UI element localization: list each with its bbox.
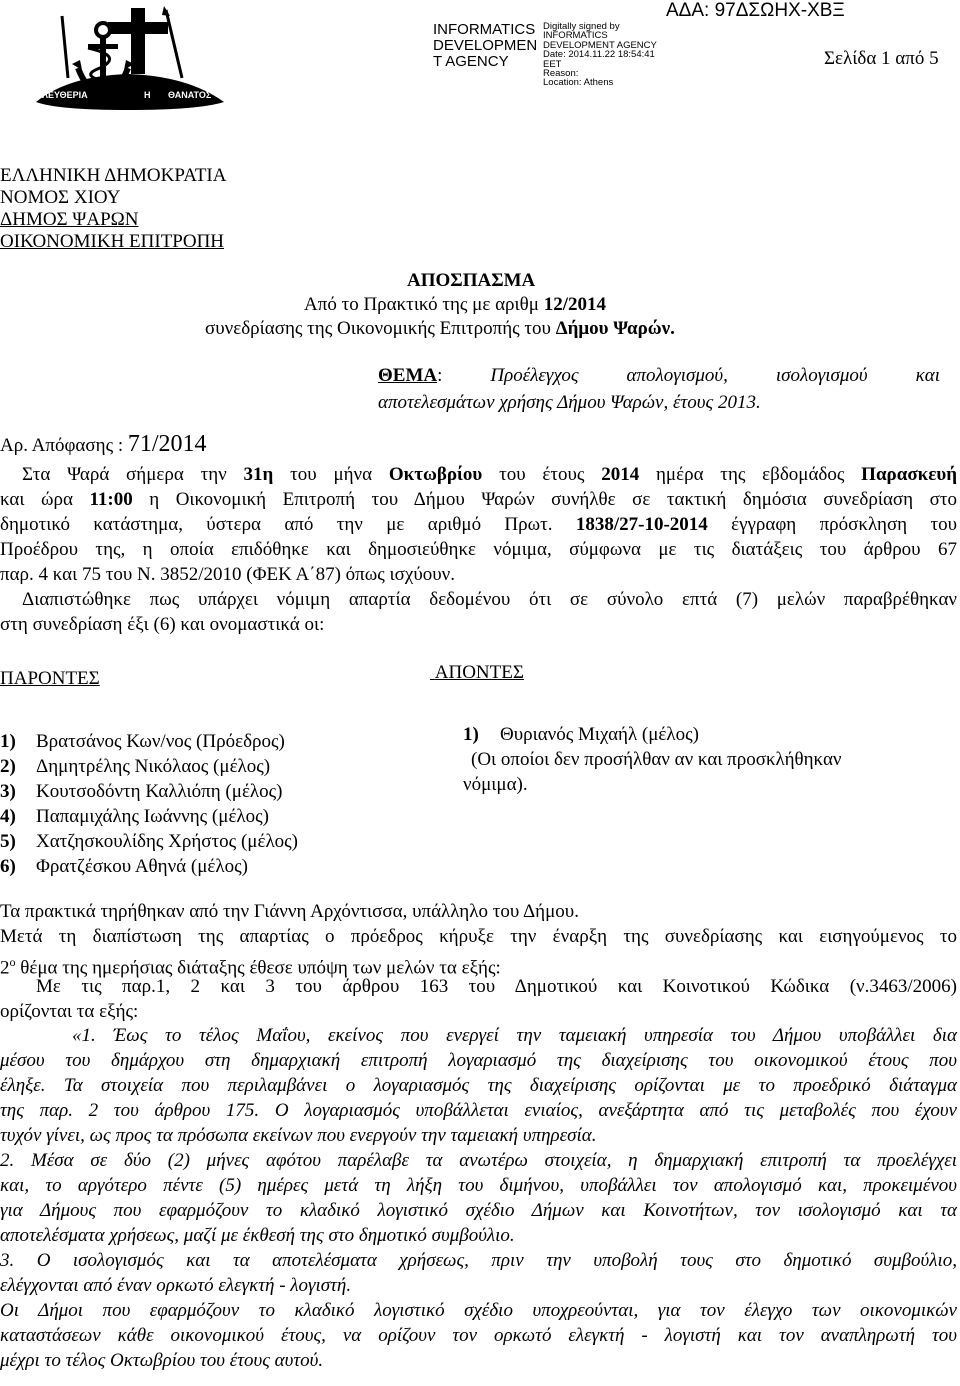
intro-paragraph [0,464,957,639]
extract-title: ΑΠΟΣΠΑΣΜΑ [407,270,536,291]
member-name: Κουτσοδόντη Καλλιόπη (μέλος) [36,781,283,802]
quote-line: καταστάσεων κάθε οικονομικού έτους, να ορίζουν τον ορκωτό ελεγκτή - λογιστή και τον αναπληρωτή του [0,1325,957,1346]
invitation-protocol: 1838/27-10-2014 [575,514,708,535]
signature-line: Reason: [543,68,579,80]
extract-line-1 [304,294,606,316]
signature-line: DEVELOPMENT AGENCY [543,39,657,51]
quote-line: 2. Μέσα σε δύο (2) μήνες αφότου παρέλαβε τα ανωτέρω στοιχεία, η δημαρχιακή επιτροπή τα προελέγχει [0,1150,957,1171]
quote-line: μέσου του δημάρχου στη δημαρχιακή επιτροπή λογαριασμό της διαχείρισης του οικονομικού έτους που [0,1050,957,1071]
present-member [0,731,298,756]
member-name: Χατζησκουλίδης Χρήστος (μέλος) [36,831,299,852]
subject-colon: : [437,365,443,386]
quote-line: της παρ. 2 του άρθρου 175. Ο λογαριασμός υποβάλλεται ενιαίος, ανεξάρτητα από τις μεταβολές που έχουν [0,1100,957,1121]
intro-text: ημέρα της εβδομάδος [639,464,862,485]
ada-code: ΑΔΑ: 97ΔΣΩΗΧ-ΧΒΞ [666,0,845,21]
authority-committee: ΟΙΚΟΝΟΜΙΚΗ ΕΠΙΤΡΟΠΗ [0,231,225,252]
absent-note: (Οι οποίοι δεν προσήλθαν αν και προσκλήθηκαν [471,749,842,770]
meeting-day: 31η [243,464,274,485]
intro-text: Στα Ψαρά σήμερα την [22,464,244,485]
minutes-line: Μετά τη διαπίστωση της απαρτίας ο πρόεδρος κήρυξε την έναρξη της συνεδρίασης και εισηγούμενος το [0,926,957,947]
meeting-year: 2014 [601,464,640,485]
intro-line: παρ. 4 και 75 του Ν. 3852/2010 (ΦΕΚ Α΄87) όπως ισχύουν. [0,564,455,585]
intro-text: του έτους [482,464,602,485]
signature-line: INFORMATICS [543,30,608,42]
minutes-text: θέμα της ημερήσιας διάταξης έθεσε υπόψη των μελών τα εξής: [15,957,501,979]
minutes-kept: Τα πρακτικά τηρήθηκαν από την Γιάννη Αρχόντισσα, υπάλληλο του Δήμου. [0,901,579,922]
subject-text-1: Προέλεγχος απολογισμού, ισολογισμού και [442,365,940,386]
present-list [0,731,298,881]
municipality-name: Δήμου Ψαρών. [555,318,675,339]
member-number: 6) [0,856,16,877]
quote-line: Οι Δήμοι που εφαρμόζουν το κλαδικό λογιστικό σχέδιο υποχρεούνται, για τον έλεγχο των οικονομικών [0,1300,957,1321]
absent-heading-text: ΑΠΟΝΤΕΣ [434,662,524,683]
subject-line-2: αποτελεσμάτων χρήσης Δήμου Ψαρών, έτους 2013. [378,392,761,413]
meeting-time: 11:00 [89,489,133,510]
page-indicator: Σελίδα 1 από 5 [824,48,939,69]
extract-line-2-text: συνεδρίασης της Οικονομικής Επιτροπής του [205,318,556,339]
law-quote [0,1025,957,1375]
meeting-month: Οκτωβρίου [388,464,483,485]
absent-heading [430,662,842,684]
member-number: 1) [0,731,16,752]
intro-line: στη συνεδρίαση έξι (6) και ονομαστικά οι: [0,614,325,635]
member-name: Βρατσάνος Κων/νος (Πρόεδρος) [36,731,285,752]
quote-line: αποτελέσματα χρήσεως, μαζί με έκθεσή της στο δημοτικό συμβούλιο. [0,1225,515,1246]
quote-line: τυχόν γίνει, ως προς τα πρόσωπα εκείνων που ενεργούν την ταμειακή υπηρεσία. [0,1125,597,1146]
intro-line [0,464,957,489]
intro-line [0,514,957,539]
decision-value: 71/2014 [127,431,207,457]
intro-text: έγγραφη πρόσκληση του [707,514,957,535]
extract-line-1-text: Από το Πρακτικό της με αριθμ [304,294,544,315]
signature-details [543,22,657,88]
logo-text-death: ΘΑΝΑΤΟΣ [168,90,212,100]
signer-line: INFORMATICS [433,21,536,38]
absent-note: νόμιμα). [463,774,528,795]
authority-block [0,165,226,253]
quote-line: «1. Έως το τέλος Μαΐου, εκείνος που ενεργεί την ταμειακή υπηρεσία του Δήμου υποβάλλει δια [72,1025,957,1046]
present-member [0,856,298,881]
agenda-item-ordinal: ο [9,955,16,969]
present-member [0,781,298,806]
member-name: Θυριανός Μιχαήλ (μέλος) [500,724,699,745]
signature-line: Digitally signed by [543,21,620,32]
member-number: 3) [0,781,16,802]
present-member [0,806,298,831]
subject-line-1 [378,365,940,387]
intro-text: του μήνα [273,464,389,485]
signature-line: Location: Athens [543,77,614,89]
session-number: 12/2014 [543,294,606,315]
absent-section [430,662,842,799]
decision-number [0,431,207,458]
member-number: 4) [0,806,16,827]
extract-line-2 [205,318,675,340]
logo-text-or: Η [144,90,151,100]
meeting-weekday: Παρασκευή [861,464,957,485]
authority-municipality: ΔΗΜΟΣ ΨΑΡΩΝ [0,209,139,230]
member-name: Φρατζέσκου Αθηνά (μέλος) [36,856,248,877]
minutes-line [0,951,957,979]
intro-line: Προέδρου της, η οποία επιδόθηκε και δημοσιεύθηκε νόμιμα, σύμφωνα με τις διατάξεις του άρθρου 67 [0,539,957,560]
signer-name [433,22,537,70]
decision-label: Αρ. Απόφασης : [0,435,128,456]
present-member [0,831,298,856]
minutes-line: Με τις παρ.1, 2 και 3 του άρθρου 163 του Δημοτικού και Κοινοτικού Κώδικα (ν.3463/2006) [36,976,957,997]
signature-line: EET [543,58,562,70]
quote-line: 3. Ο ισολογισμός και τα αποτελέσματα χρήσεως, πριν την υποβολή τους στο δημοτικό συμβούλιο, [0,1250,957,1271]
member-number: 2) [0,756,16,777]
quote-line: και, το αργότερο πέντε (5) ημέρες μετά τη λήξη του διμήνου, υποβάλλει τον απολογισμό και, προκειμένου [0,1175,957,1196]
signature-line: Date: 2014.11.22 18:54:41 [543,49,655,61]
intro-line [0,489,957,514]
intro-line: Διαπιστώθηκε πως υπάρχει νόμιμη απαρτία δεδομένου ότι σε σύνολο επτά (7) μελών παραβρέθηκαν [22,589,957,610]
present-member [0,756,298,781]
authority-country: ΕΛΛΗΝΙΚΗ ΔΗΜΟΚΡΑΤΙΑ [0,165,227,186]
intro-text: δημοτικό κατάστημα, ύστερα από την με αριθμό Πρωτ. [0,514,576,535]
intro-text: η Οικονομική Επιτροπή του Δήμου Ψαρών συνήλθε σε τακτική δημόσια συνεδρίαση στο [132,489,957,510]
authority-prefecture: ΝΟΜΟΣ ΧΙΟΥ [0,187,121,208]
logo-text-freedom: ΕΛΕΥΘΕΡΙΑ [36,90,88,100]
member-number: 1) [463,724,479,745]
minutes-line: ορίζονται τα εξής: [0,1001,139,1022]
quote-line: μέχρι το τέλος Οκτωβρίου του έτους αυτού. [0,1350,324,1371]
signer-line: DEVELOPMEN [433,37,538,54]
signer-line: T AGENCY [433,53,509,70]
quote-line: για Δήμους που εφαρμόζουν το κλαδικό λογιστικό σχέδιο Δήμων και Κοινοτήτων, τον ισολογισμό και τα [0,1200,957,1221]
quote-line: έληξε. Τα στοιχεία που περιλαμβάνει ο λογαριασμός της διαχείρισης ορίζονται με το προεδρικό διάταγμα [0,1075,957,1096]
absent-member [430,724,842,749]
present-section [0,668,298,881]
member-name: Παπαμιχάλης Ιωάννης (μέλος) [36,806,269,827]
member-name: Δημητρέλης Νικόλαος (μέλος) [36,756,271,777]
member-number: 5) [0,831,16,852]
agenda-item-number: 2 [0,957,10,979]
intro-text: και ώρα [0,489,90,510]
subject-block [378,365,940,414]
quote-line: ελέγχονται από έναν ορκωτό ελεγκτή - λογιστή. [0,1275,352,1296]
present-heading: ΠΑΡΟΝΤΕΣ [0,668,100,689]
emblem-logo [28,6,228,114]
minutes-section [0,901,957,1026]
subject-label: ΘΕΜΑ [378,365,438,386]
